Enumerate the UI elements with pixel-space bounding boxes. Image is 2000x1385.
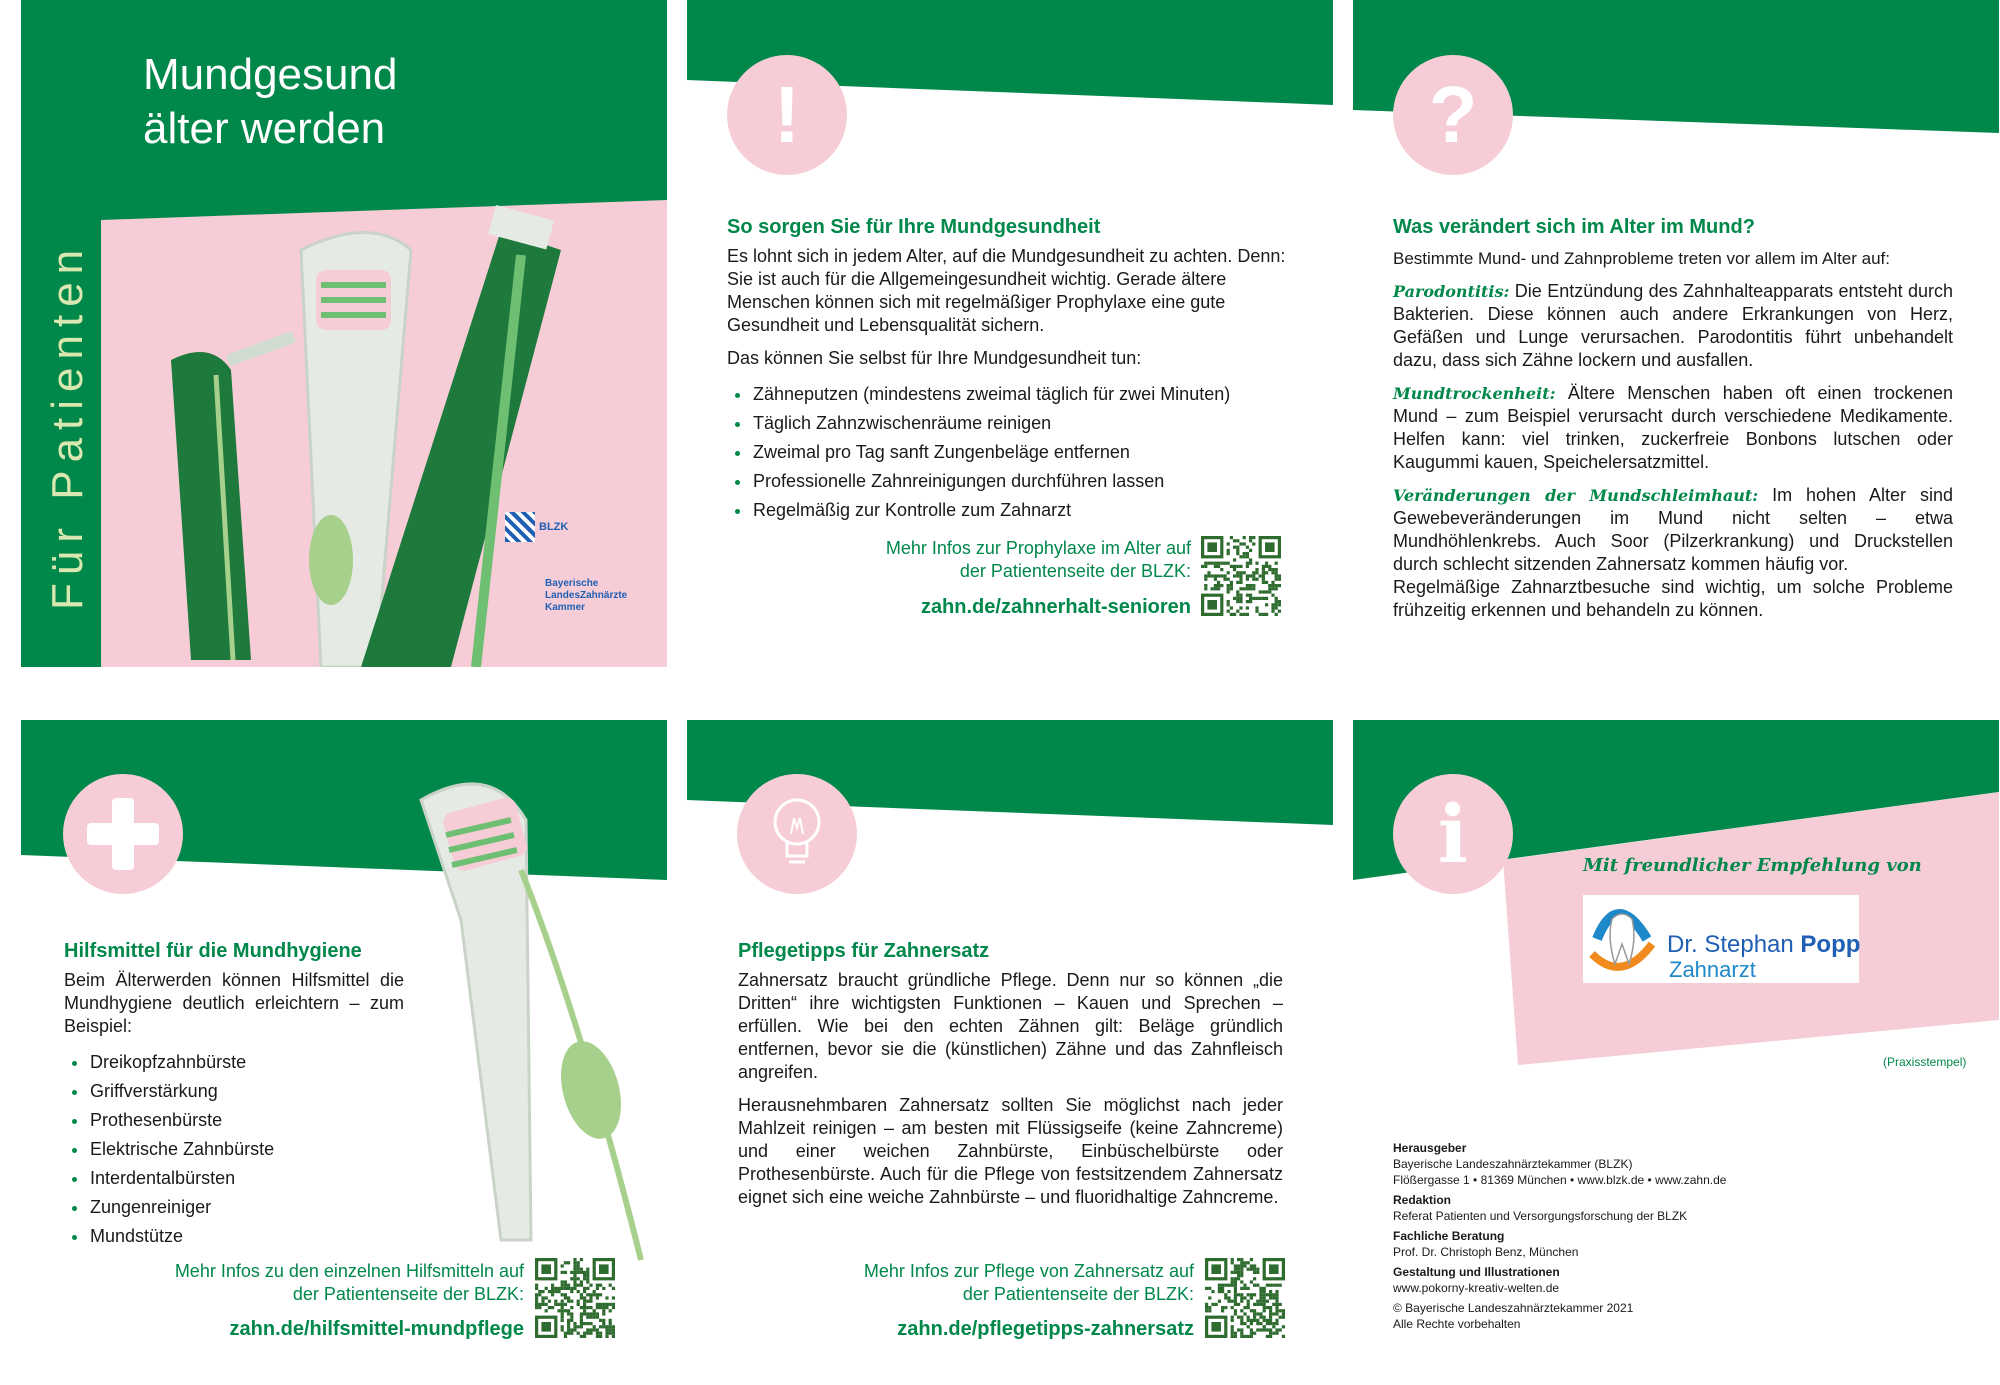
prophylaxis-list <box>727 380 1287 525</box>
qr-code[interactable] <box>1205 1258 1285 1338</box>
text-mundschleimhaut: Im hohen Alter sind Gewebeveränderungen im Mund nicht selten – etwa Mundhöhlenkrebs. Auch Soor (Pilzerkrankung) und Druckstellen durch schlecht sitzenden Zahnersatz kommen häufig vor. <box>1393 485 1954 574</box>
cover-title-line2: älter werden <box>143 104 386 153</box>
age-changes-item <box>1393 280 1953 372</box>
imprint-label: Redaktion <box>1393 1193 1452 1207</box>
more-info-line1: Mehr Infos zur Pflege von Zahnersatz auf <box>863 1261 1194 1281</box>
lightbulb-icon <box>737 774 857 894</box>
aids-panel <box>21 720 667 1340</box>
list-item: Mundstütze <box>64 1222 404 1251</box>
imprint-label: Gestaltung und Illustrationen <box>1393 1265 1560 1279</box>
imprint <box>1393 1140 1726 1332</box>
prophylaxis-para1: Es lohnt sich in jedem Alter, auf die Mundgesundheit zu achten. Denn: Sie ist auch für die Allgemeingesundheit wichtig. Gerade ältere Menschen können sich mit regelmäßiger Prophylaxe eine gute Gesundheit und Lebensqualität sichern. <box>727 246 1286 335</box>
doctor-name: Dr. Stephan <box>1667 931 1794 958</box>
age-changes-item <box>1393 484 1953 576</box>
imprint-section <box>1393 1140 1726 1188</box>
list-item: Regelmäßig zur Kontrolle zum Zahnarzt <box>727 496 1287 525</box>
more-info-line2: der Patientenseite der BLZK: <box>959 561 1191 581</box>
age-changes-panel <box>1353 0 1999 667</box>
doctor-title: Zahnarzt <box>1669 957 1756 982</box>
plus-icon <box>63 774 183 894</box>
qr-code[interactable] <box>1201 536 1281 616</box>
denture-panel <box>687 720 1333 1340</box>
denture-para2: Herausnehmbaren Zahnersatz sollten Sie möglichst nach jeder Mahlzeit reinigen – am besten mit Flüssigseife (keine Zahncreme) und einer weichen Zahnbürste, Einbüschelbürste oder Prothesenbürste. Auch für die Pflege von festsitzendem Zahnersatz eignet sich eine weiche Zahnbürste – und fluoridhaltige Zahncreme. <box>738 1095 1283 1207</box>
list-item: Prothesenbürste <box>64 1106 404 1135</box>
aids-intro: Beim Älterwerden können Hilfsmittel die Mundhygiene deutlich erleichtern – zum Beispiel: <box>64 970 404 1036</box>
aids-heading: Hilfsmittel für die Mundhygiene <box>64 940 362 962</box>
imprint-label: Herausgeber <box>1393 1141 1467 1155</box>
imprint-line: www.pokorny-kreativ-welten.de <box>1393 1281 1560 1295</box>
denture-url[interactable]: zahn.de/pflegetipps-zahnersatz <box>897 1318 1194 1340</box>
imprint-panel <box>1353 720 1999 1340</box>
info-icon: i <box>1393 774 1513 894</box>
exclamation-icon: ! <box>727 55 847 175</box>
imprint-line: Flößergasse 1 • 81369 München • www.blzk.de • www.zahn.de <box>1393 1173 1727 1187</box>
bavaria-flag-icon <box>505 512 535 542</box>
tooth-logo-icon <box>1587 899 1657 979</box>
aids-url[interactable]: zahn.de/hilfsmittel-mundpflege <box>229 1318 524 1340</box>
age-changes-intro: Bestimmte Mund- und Zahnprobleme treten vor allem im Alter auf: <box>1393 249 1890 268</box>
list-item: Zähneputzen (mindestens zweimal täglich für zwei Minuten) <box>727 380 1287 409</box>
list-item: Zweimal pro Tag sanft Zungenbeläge entfernen <box>727 438 1287 467</box>
more-info-line1: Mehr Infos zur Prophylaxe im Alter auf <box>885 538 1191 558</box>
aids-body <box>64 969 404 1251</box>
more-info-line2: der Patientenseite der BLZK: <box>292 1284 524 1304</box>
denture-para1: Zahnersatz braucht gründliche Pflege. Denn nur so können „die Dritten“ ihre wichtigsten Funktionen – Kauen und Sprechen – erfüllen. Wie bei den echten Zähnen gilt: Beläge gründlich entfernen, bevor sie die (künstlichen) Zähne und das Zahnfleisch angreifen. <box>738 970 1283 1082</box>
list-item: Täglich Zahnzwischenräume reinigen <box>727 409 1287 438</box>
blzk-logo-line2: LandesZahnärzte <box>545 590 628 601</box>
imprint-section <box>1393 1264 1726 1296</box>
cover-title-line1: Mundgesund <box>143 50 398 99</box>
age-changes-heading: Was verändert sich im Alter im Mund? <box>1393 216 1755 238</box>
list-item: Interdentalbürsten <box>64 1164 404 1193</box>
list-item: Griffverstärkung <box>64 1077 404 1106</box>
term-parodontitis: Parodontitis: <box>1393 282 1510 301</box>
list-item: Professionelle Zahnreinigungen durchführen lassen <box>727 467 1287 496</box>
age-changes-body <box>1393 247 1953 632</box>
imprint-line: Referat Patienten und Versorgungsforschung der BLZK <box>1393 1209 1688 1223</box>
prophylaxis-more-info <box>727 537 1191 583</box>
imprint-line: Bayerische Landeszahnärztekammer (BLZK) <box>1393 1157 1633 1171</box>
copyright-line: Alle Rechte vorbehalten <box>1393 1317 1521 1331</box>
prophylaxis-body <box>727 245 1287 525</box>
more-info-line2: der Patientenseite der BLZK: <box>962 1284 1194 1304</box>
prophylaxis-url[interactable]: zahn.de/zahnerhalt-senioren <box>920 596 1191 618</box>
list-item: Dreikopfzahnbürste <box>64 1048 404 1077</box>
term-mundtrockenheit: Mundtrockenheit: <box>1393 384 1556 403</box>
aids-more-info <box>64 1260 524 1306</box>
copyright-line: © Bayerische Landeszahnärztekammer 2021 <box>1393 1301 1634 1315</box>
blzk-logo <box>505 512 645 614</box>
list-item: Zungenreiniger <box>64 1193 404 1222</box>
age-changes-item <box>1393 382 1953 474</box>
blzk-logo-abbr: BLZK <box>539 521 569 533</box>
denture-heading: Pflegetipps für Zahnersatz <box>738 940 990 962</box>
imprint-line: Prof. Dr. Christoph Benz, München <box>1393 1245 1579 1259</box>
prophylaxis-panel <box>687 0 1333 667</box>
list-item: Elektrische Zahnbürste <box>64 1135 404 1164</box>
question-icon: ? <box>1393 55 1513 175</box>
more-info-line1: Mehr Infos zu den einzelnen Hilfsmitteln auf <box>174 1261 524 1281</box>
imprint-section <box>1393 1192 1726 1224</box>
prophylaxis-para2: Das können Sie selbst für Ihre Mundgesundheit tun: <box>727 348 1142 368</box>
imprint-label: Fachliche Beratung <box>1393 1229 1505 1243</box>
denture-body <box>738 969 1283 1219</box>
recommend-text: Mit freundlicher Empfehlung von <box>1583 855 1922 876</box>
text-parodontitis: Die Entzündung des Zahnhalteapparats entsteht durch Bakterien. Diese können auch andere Erkrankungen von Herz, Gefäßen und Lunge verursachen. Parodontitis führt unbehandelt dazu, dass sich Zähne lockern und ausfallen. <box>1393 281 1953 370</box>
text-mundtrockenheit: Ältere Menschen haben oft einen trockenen Mund – zum Beispiel verursacht durch verschiedene Medikamente. Helfen kann: viel trinken, zuckerfreie Bonbons lutschen oder Kaugummi kauen, Speichelersatzmittel. <box>1393 383 1953 472</box>
aids-list <box>64 1048 404 1251</box>
blzk-logo-line1: Bayerische <box>545 578 599 589</box>
qr-code[interactable] <box>535 1258 615 1338</box>
cover-title <box>143 48 397 156</box>
imprint-section <box>1393 1228 1726 1260</box>
prophylaxis-heading: So sorgen Sie für Ihre Mundgesundheit <box>727 216 1101 238</box>
blzk-logo-line3: Kammer <box>545 602 586 613</box>
age-changes-conclusion: Regelmäßige Zahnarztbesuche sind wichtig, um solche Probleme frühzeitig erkennen und behandeln zu können. <box>1393 577 1953 620</box>
practice-logo <box>1583 895 1859 983</box>
stamp-note: (Praxisstempel) <box>1883 1055 1967 1069</box>
cover-panel <box>21 0 667 667</box>
term-mundschleimhaut: Veränderungen der Mundschleimhaut: <box>1393 486 1759 505</box>
doctor-surname: Popp <box>1800 931 1861 958</box>
cover-vertical-label: Für Patienten <box>43 241 92 610</box>
denture-more-info <box>727 1260 1194 1306</box>
